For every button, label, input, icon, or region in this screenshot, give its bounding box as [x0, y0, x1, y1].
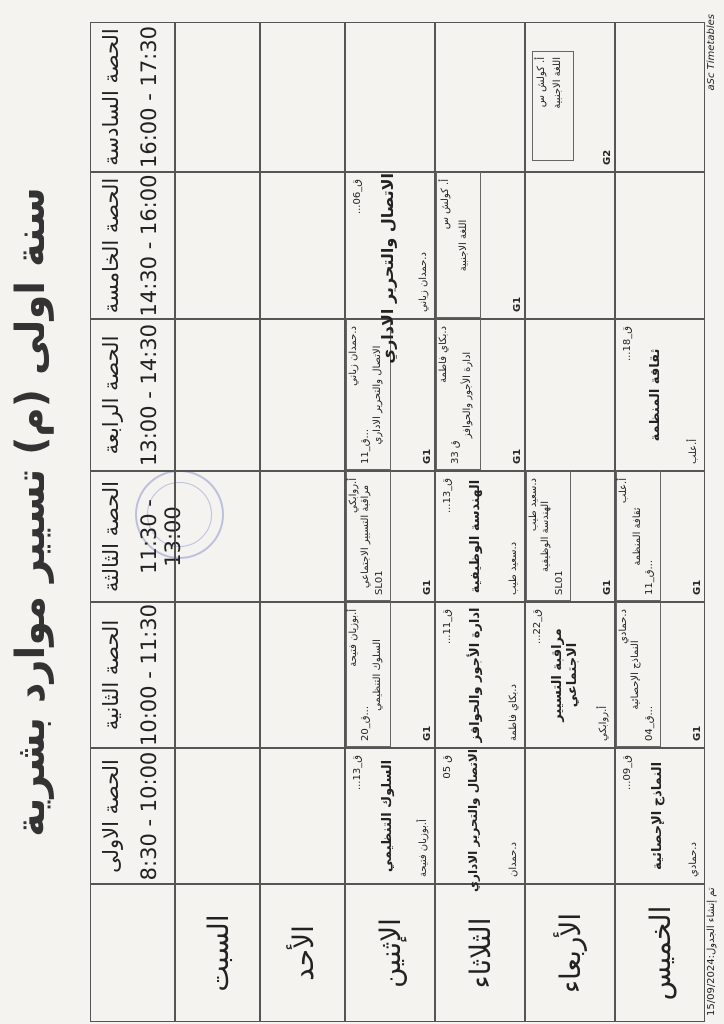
session-card [615, 748, 705, 884]
session-card [435, 748, 525, 892]
session-teacher: د.حمدان [508, 842, 519, 877]
session-teacher: أ.علب [688, 438, 699, 464]
slot-empty [260, 471, 345, 602]
session-card [435, 471, 525, 602]
session-group: G1 [602, 579, 613, 595]
slot-empty [525, 748, 615, 884]
slot-empty [615, 172, 705, 319]
session-subject: مراقبة التسيير الاجتماعي [360, 484, 371, 589]
session-subject: اللغة الاجنبية [552, 57, 563, 109]
session-teacher: د.سعيد طيب [508, 541, 519, 595]
day-tuesday: الثلاثاء [435, 884, 525, 1022]
session-room: ق_11... [644, 559, 655, 595]
slot-empty [260, 319, 345, 471]
day-wednesday: الأربعاء [525, 884, 615, 1022]
session-card [435, 172, 525, 319]
slot-empty [525, 319, 615, 471]
slot-empty [260, 748, 345, 884]
session-card [435, 319, 525, 471]
slot-empty [260, 22, 345, 172]
period-time: 8:30 - 10:00 [137, 751, 161, 881]
session-group: G1 [512, 448, 523, 464]
session-teacher: أ.روابكي [348, 478, 359, 514]
page-title: سنة اولى (م) تسيير موارد بشرية [8, 187, 54, 837]
period-time: 10:00 - 11:30 [137, 604, 161, 746]
session-teacher: د.حمدان زياني [418, 252, 429, 312]
session-teacher: أ.بوزيان فتيحة [418, 819, 429, 877]
session-card [615, 471, 705, 602]
slot-empty [175, 748, 260, 884]
slot-empty [525, 172, 615, 319]
session-room: ق_20... [360, 705, 371, 741]
period-name: الحصة السادسة [99, 28, 123, 166]
session-teacher: أ. كولش س [440, 179, 451, 230]
session-room: ق 33 [450, 440, 461, 464]
session-card [345, 602, 435, 748]
session-card [615, 602, 705, 748]
day-thursday: الخميس [615, 884, 705, 1022]
session-subject: ثقافة المنظمة [648, 348, 663, 442]
session-room: ق 05 [442, 755, 453, 779]
session-card [525, 22, 615, 172]
session-teacher: د.سعيد طيب [528, 478, 539, 532]
session-room: ق_13... [352, 755, 363, 791]
slot-empty [615, 22, 705, 172]
period-name: الحصة الخامسة [99, 177, 123, 314]
session-teacher: أ.علب [618, 478, 629, 504]
session-subject: النماذج الإحصائية [630, 640, 641, 710]
session-card [345, 471, 435, 602]
session-group: G1 [422, 448, 433, 464]
period-name: الحصة الثالثة [99, 481, 123, 592]
day-monday: الإثنين [345, 884, 435, 1022]
period-header [90, 471, 185, 602]
session-subject: الاتصال والتحرير الاداري [378, 173, 397, 364]
footer-software: aSc Timetables [706, 14, 717, 91]
slot-empty [175, 319, 260, 471]
session-room: SL01 [554, 570, 565, 595]
session-group: G1 [692, 579, 703, 595]
period-name: الحصة الثانية [99, 619, 123, 731]
session-group: G1 [692, 725, 703, 741]
period-time: 16:00 - 17:30 [137, 26, 161, 168]
session-group: G1 [422, 725, 433, 741]
session-room: ق_06... [352, 179, 363, 215]
session-teacher: أ.روابكي [598, 705, 609, 741]
session-subject: الاتصال والتحرير الاداري [372, 345, 383, 445]
session-room: ق_04... [644, 705, 655, 741]
session-teacher: أ.بوزيان فتيحة [348, 609, 359, 667]
session-card [525, 602, 615, 748]
session-room: ق_11... [442, 609, 453, 645]
session-card [345, 172, 435, 364]
period-header [90, 748, 175, 884]
session-room: ق_11... [360, 428, 371, 464]
session-group: G2 [602, 149, 613, 165]
slot-empty [175, 602, 260, 748]
session-room: ق_22... [532, 609, 543, 645]
session-room: ق_09... [622, 755, 633, 791]
slot-empty [175, 471, 260, 602]
session-teacher: أ. كولش س [536, 57, 547, 108]
session-card [615, 319, 705, 471]
session-group: G1 [512, 296, 523, 312]
period-time: 11:30 - 13:00 [137, 499, 185, 574]
session-subject: الاتصال والتحرير الاداري [466, 749, 480, 892]
session-subject: مراقبة التسيير الاجتماعي [550, 628, 580, 722]
period-name: الحصة الرابعة [99, 335, 123, 455]
session-card [435, 602, 525, 748]
session-teacher: د.حمادي [688, 842, 699, 877]
period-header [90, 22, 175, 172]
session-teacher: د.حمادي [618, 609, 629, 644]
session-room: SL01 [374, 570, 385, 595]
session-group: G1 [422, 579, 433, 595]
session-teacher: د.حمدان زياني [348, 326, 359, 386]
period-header [90, 172, 175, 319]
session-card [525, 471, 615, 602]
period-header [90, 319, 175, 471]
session-subject: ادارة الأجور والحوافز [468, 607, 483, 743]
session-subject: الهندسة الوظيفية [468, 479, 483, 594]
session-subject: النماذج الإحصائية [650, 761, 665, 871]
session-room: ق_18... [622, 326, 633, 362]
session-subject: ثقافة المنظمة [632, 507, 643, 566]
session-card [345, 748, 435, 884]
day-sunday: الأحد [260, 884, 345, 1022]
slot-empty [435, 22, 525, 172]
corner-cell [90, 884, 175, 1022]
session-subject: السلوك التنظيمي [372, 639, 383, 711]
slot-empty [260, 172, 345, 319]
period-header [90, 602, 175, 748]
slot-empty [175, 22, 260, 172]
slot-empty [175, 172, 260, 319]
slot-empty [345, 22, 435, 172]
session-teacher: د.بكاي فاطمة [508, 684, 519, 741]
session-room: ق_13... [442, 478, 453, 514]
period-name: الحصة الاولى [99, 759, 123, 873]
period-time: 13:00 - 14:30 [137, 324, 161, 466]
period-time: 14:30 - 16:00 [137, 174, 161, 317]
session-subject: السلوك التنظيمي [380, 759, 395, 873]
footer-created: تم إنشاء الجدول:15/09/2024 [706, 887, 717, 1016]
session-subject: الهندسة الوظيفية [540, 500, 551, 573]
day-saturday: السبت [175, 884, 260, 1022]
session-subject: اللغة الاجنبية [458, 219, 469, 272]
session-teacher: د.بكاي فاطمة [438, 326, 449, 383]
session-subject: ادارة الأجور والحوافز [462, 351, 473, 439]
slot-empty [260, 602, 345, 748]
